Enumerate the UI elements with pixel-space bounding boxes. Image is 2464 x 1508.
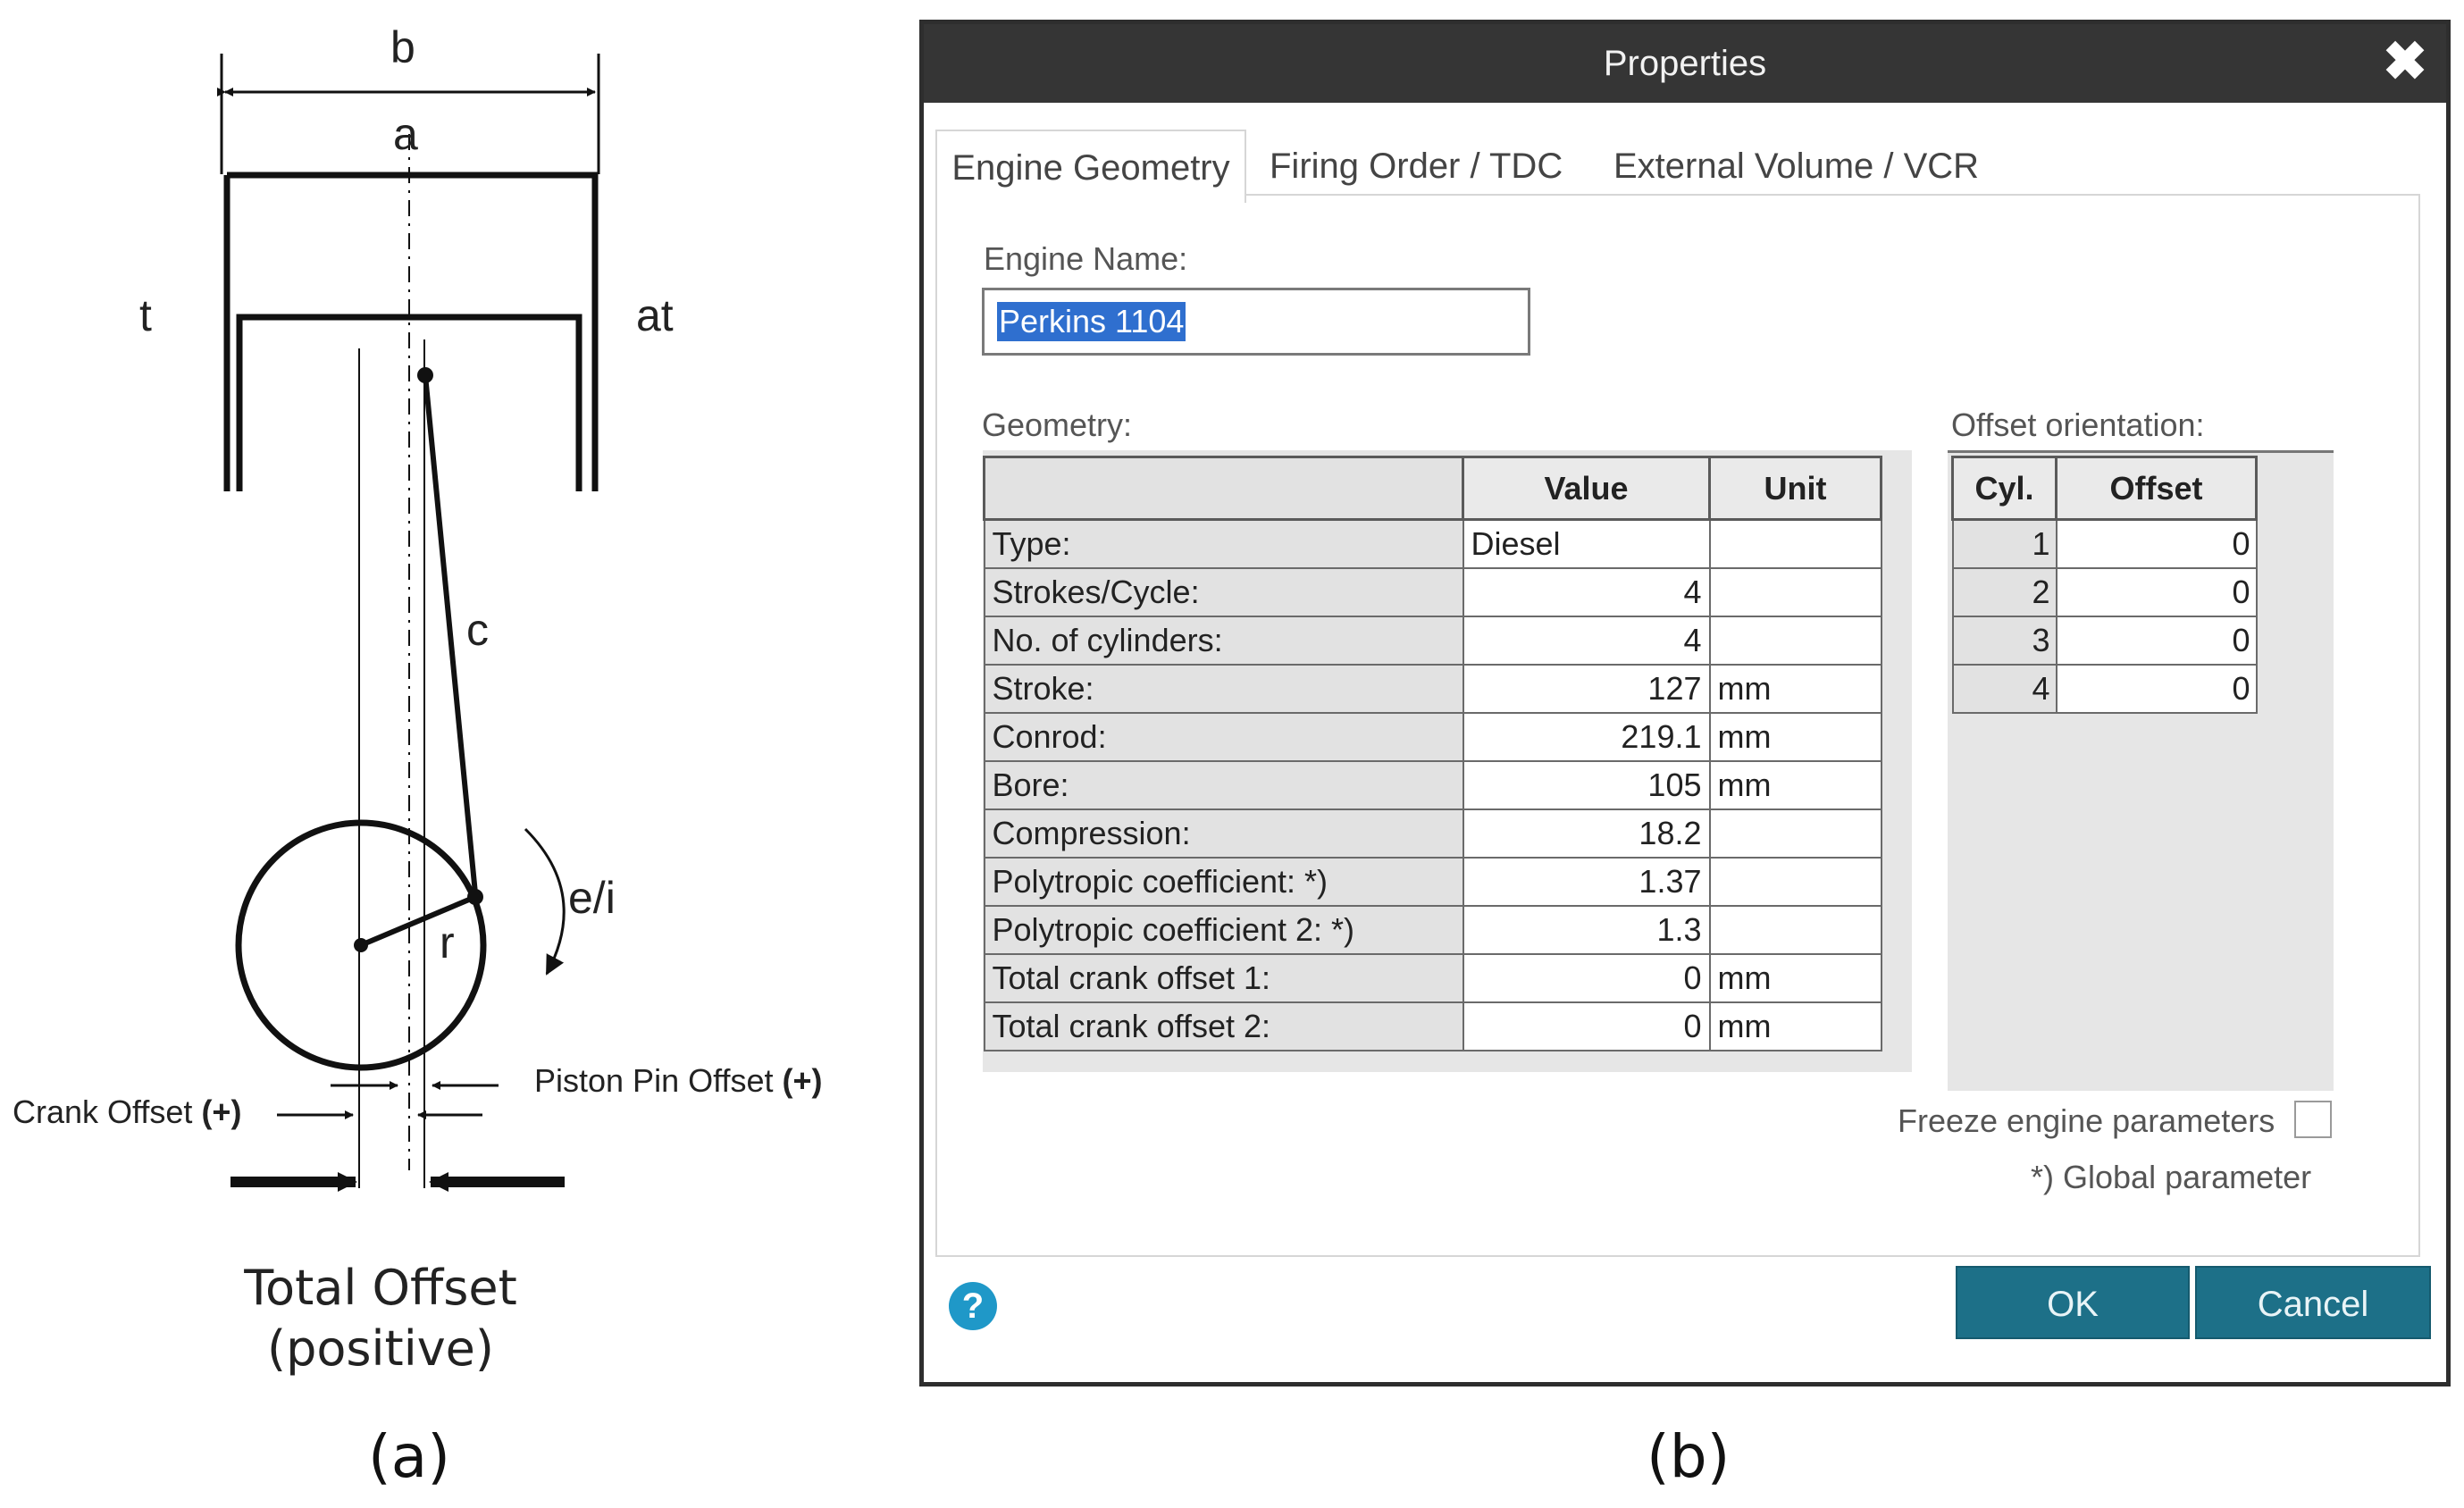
crank-radius xyxy=(361,897,475,945)
table-row xyxy=(985,520,1882,568)
caption-a: (a) xyxy=(368,1422,450,1491)
cyl-cell: 1 xyxy=(1953,520,2057,568)
unit-cell xyxy=(1710,520,1882,568)
label-ei: e/i xyxy=(568,873,616,923)
label-c: c xyxy=(466,605,489,655)
value-cell[interactable]: 18.2 xyxy=(1463,809,1710,858)
properties-dialog xyxy=(919,20,2451,1387)
geometry-table xyxy=(983,456,1882,1051)
offset-cell[interactable]: 0 xyxy=(2057,665,2257,713)
unit-cell: mm xyxy=(1710,1002,1882,1051)
value-cell[interactable]: 4 xyxy=(1463,616,1710,665)
tab-engine-geometry[interactable]: Engine Geometry xyxy=(935,130,1246,203)
param-cell: Polytropic coefficient: *) xyxy=(985,858,1463,906)
close-icon[interactable]: ✖ xyxy=(2382,31,2428,91)
offset-header-row xyxy=(1953,457,2257,520)
rotation-arrow xyxy=(525,829,564,974)
dialog-title: Properties xyxy=(1603,44,1767,83)
value-cell[interactable]: 1.3 xyxy=(1463,906,1710,954)
unit-cell xyxy=(1710,616,1882,665)
engine-name-value: Perkins 1104 xyxy=(999,303,1185,339)
geometry-header-unit[interactable]: Unit xyxy=(1710,457,1882,520)
piston-pin-point xyxy=(417,367,433,383)
table-row xyxy=(985,616,1882,665)
help-icon[interactable]: ? xyxy=(949,1282,997,1330)
value-cell[interactable]: 0 xyxy=(1463,1002,1710,1051)
engine-name-input[interactable] xyxy=(982,288,1530,356)
table-row xyxy=(985,906,1882,954)
value-cell[interactable]: Diesel xyxy=(1463,520,1710,568)
freeze-parameters-checkbox[interactable] xyxy=(2294,1101,2332,1138)
param-cell: Polytropic coefficient 2: *) xyxy=(985,906,1463,954)
table-row xyxy=(1953,568,2257,616)
crank-offset-text: Crank Offset xyxy=(13,1093,193,1130)
piston-pin-offset-sign: (+) xyxy=(782,1062,823,1099)
crank-offset-label xyxy=(13,1093,242,1130)
geometry-label: Geometry: xyxy=(982,406,1133,443)
table-row xyxy=(985,713,1882,761)
dialog-titlebar[interactable] xyxy=(924,24,2446,103)
param-cell: Compression: xyxy=(985,809,1463,858)
global-parameter-note: *) Global parameter xyxy=(2031,1159,2312,1195)
value-cell[interactable]: 219.1 xyxy=(1463,713,1710,761)
param-cell: Total crank offset 2: xyxy=(985,1002,1463,1051)
table-row xyxy=(985,761,1882,809)
geometry-header-value[interactable]: Value xyxy=(1463,457,1710,520)
piston-pin-offset-label xyxy=(534,1062,823,1099)
piston-offset-diagram xyxy=(0,0,893,1508)
engine-name-label: Engine Name: xyxy=(984,240,1188,277)
table-row xyxy=(985,954,1882,1002)
tab-external-volume-vcr[interactable]: External Volume / VCR xyxy=(1613,147,1980,186)
offset-orientation-label: Offset orientation: xyxy=(1951,406,2205,443)
tab-firing-order-tdc[interactable]: Firing Order / TDC xyxy=(1270,147,1563,186)
offset-cell[interactable]: 0 xyxy=(2057,616,2257,665)
label-t: t xyxy=(139,290,152,340)
table-row xyxy=(985,568,1882,616)
param-cell: No. of cylinders: xyxy=(985,616,1463,665)
table-row xyxy=(985,858,1882,906)
unit-cell: mm xyxy=(1710,954,1882,1002)
param-cell: Type: xyxy=(985,520,1463,568)
unit-cell xyxy=(1710,906,1882,954)
table-row xyxy=(1953,665,2257,713)
ok-button[interactable]: OK xyxy=(1956,1266,2190,1339)
unit-cell xyxy=(1710,568,1882,616)
offset-header-offset[interactable]: Offset xyxy=(2057,457,2257,520)
table-row xyxy=(985,1002,1882,1051)
param-cell: Strokes/Cycle: xyxy=(985,568,1463,616)
param-cell: Total crank offset 1: xyxy=(985,954,1463,1002)
total-offset-line2: (positive) xyxy=(267,1320,494,1377)
total-offset-label xyxy=(157,1258,604,1378)
table-row xyxy=(1953,520,2257,568)
unit-cell xyxy=(1710,858,1882,906)
freeze-parameters-label: Freeze engine parameters xyxy=(1898,1102,2275,1139)
label-at: at xyxy=(636,290,674,340)
offset-header-cyl[interactable]: Cyl. xyxy=(1953,457,2057,520)
value-cell[interactable]: 0 xyxy=(1463,954,1710,1002)
unit-cell: mm xyxy=(1710,761,1882,809)
value-cell[interactable]: 105 xyxy=(1463,761,1710,809)
unit-cell: mm xyxy=(1710,713,1882,761)
label-a: a xyxy=(393,109,418,159)
table-row xyxy=(985,665,1882,713)
piston-pin-offset-text: Piston Pin Offset xyxy=(534,1062,774,1099)
param-cell: Bore: xyxy=(985,761,1463,809)
geometry-header-row xyxy=(985,457,1882,520)
crank-pin-point xyxy=(467,889,483,905)
unit-cell xyxy=(1710,809,1882,858)
cyl-cell: 2 xyxy=(1953,568,2057,616)
label-b: b xyxy=(390,22,415,72)
caption-b: (b) xyxy=(1647,1422,1731,1491)
piston-outer-wall xyxy=(227,175,595,491)
geometry-header-param xyxy=(985,457,1463,520)
unit-cell: mm xyxy=(1710,665,1882,713)
crank-offset-sign: (+) xyxy=(201,1093,242,1130)
offset-cell[interactable]: 0 xyxy=(2057,568,2257,616)
value-cell[interactable]: 4 xyxy=(1463,568,1710,616)
param-cell: Stroke: xyxy=(985,665,1463,713)
table-row xyxy=(985,809,1882,858)
label-r: r xyxy=(440,917,455,968)
total-offset-line1: Total Offset xyxy=(244,1260,517,1316)
crank-center-point xyxy=(354,938,368,952)
table-row xyxy=(1953,616,2257,665)
value-cell[interactable]: 1.37 xyxy=(1463,858,1710,906)
offset-table xyxy=(1951,456,2258,714)
cyl-cell: 4 xyxy=(1953,665,2057,713)
offset-cell[interactable]: 0 xyxy=(2057,520,2257,568)
cancel-button[interactable]: Cancel xyxy=(2195,1266,2431,1339)
value-cell[interactable]: 127 xyxy=(1463,665,1710,713)
param-cell: Conrod: xyxy=(985,713,1463,761)
cyl-cell: 3 xyxy=(1953,616,2057,665)
